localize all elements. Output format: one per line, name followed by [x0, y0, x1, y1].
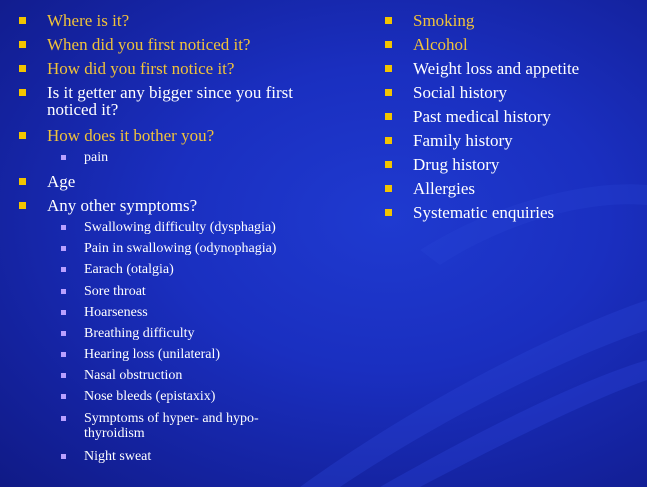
- square-bullet-icon: [61, 310, 66, 315]
- square-bullet-icon: [61, 416, 66, 421]
- square-bullet-icon: [385, 161, 392, 168]
- list-item-label: Drug history: [413, 155, 500, 174]
- list-item-label: Where is it?: [47, 11, 130, 30]
- list-item-smoking: [413, 12, 474, 29]
- list-item-age: [47, 173, 75, 190]
- list-item-alcohol: [413, 36, 468, 53]
- square-bullet-icon: [385, 89, 392, 96]
- square-bullet-icon: [385, 17, 392, 24]
- square-bullet-icon: [61, 225, 66, 230]
- list-item-label: Past medical history: [413, 107, 551, 126]
- square-bullet-icon: [61, 155, 66, 160]
- square-bullet-icon: [61, 394, 66, 399]
- list-item-label: Weight loss and appetite: [413, 59, 580, 78]
- list-item-family-history: [413, 132, 513, 149]
- sub-item-label: pain: [84, 150, 109, 165]
- sub-item-label: Nose bleeds (epistaxix): [84, 389, 216, 404]
- list-item-label-line2: noticed it?: [47, 100, 119, 119]
- sub-item-label: Night sweat: [84, 449, 152, 464]
- sub-item-pain: [84, 150, 108, 165]
- sub-item-label: Sore throat: [84, 284, 146, 299]
- sub-item-thyroid: [84, 411, 259, 426]
- sub-item-label-continued: thyroidism: [84, 426, 145, 441]
- list-item-label: Smoking: [413, 11, 475, 30]
- sub-item-label: Pain in swallowing (odynophagia): [84, 241, 277, 256]
- square-bullet-icon: [61, 246, 66, 251]
- list-item-label: Alcohol: [413, 35, 468, 54]
- list-item-label: Family history: [413, 131, 513, 150]
- square-bullet-icon: [385, 113, 392, 120]
- sub-item-hoarseness: [84, 305, 148, 320]
- sub-item-label: Hoarseness: [84, 305, 148, 320]
- list-item-label: Age: [47, 172, 76, 191]
- square-bullet-icon: [19, 41, 26, 48]
- list-item-label: How did you first notice it?: [47, 59, 235, 78]
- sub-item-nose-bleeds: [84, 389, 215, 404]
- square-bullet-icon: [61, 289, 66, 294]
- list-item-symptoms: [47, 197, 197, 214]
- list-item-bother: [47, 127, 214, 144]
- square-bullet-icon: [61, 331, 66, 336]
- square-bullet-icon: [19, 65, 26, 72]
- square-bullet-icon: [61, 454, 66, 459]
- list-item-label: Allergies: [413, 179, 476, 198]
- sub-item-breathing: [84, 326, 195, 341]
- square-bullet-icon: [19, 202, 26, 209]
- sub-item-dysphagia: [84, 220, 276, 235]
- list-item-bigger-continued: [47, 101, 118, 118]
- square-bullet-icon: [19, 132, 26, 139]
- sub-item-label: Earach (otalgia): [84, 262, 174, 277]
- list-item-label: Any other symptoms?: [47, 196, 198, 215]
- sub-item-nasal-obstruction: [84, 368, 182, 383]
- square-bullet-icon: [385, 185, 392, 192]
- square-bullet-icon: [385, 41, 392, 48]
- sub-item-label: Breathing difficulty: [84, 326, 195, 341]
- square-bullet-icon: [61, 267, 66, 272]
- list-item-systematic-enquiries: [413, 204, 554, 221]
- square-bullet-icon: [385, 65, 392, 72]
- square-bullet-icon: [385, 209, 392, 216]
- list-item-allergies: [413, 180, 475, 197]
- list-item-social-history: [413, 84, 507, 101]
- sub-item-otalgia: [84, 262, 174, 277]
- square-bullet-icon: [19, 178, 26, 185]
- square-bullet-icon: [61, 373, 66, 378]
- list-item-past-medical: [413, 108, 551, 125]
- sub-item-night-sweat: [84, 449, 151, 464]
- list-item-label: When did you first noticed it?: [47, 35, 251, 54]
- sub-item-sore-throat: [84, 284, 146, 299]
- list-item-label: Systematic enquiries: [413, 203, 555, 222]
- sub-item-label: Swallowing difficulty (dysphagia): [84, 220, 276, 235]
- sub-item-thyroid-continued: [84, 426, 145, 441]
- sub-item-label: Symptoms of hyper- and hypo-: [84, 411, 259, 426]
- list-item-where: [47, 12, 129, 29]
- list-item-weight-loss: [413, 60, 579, 77]
- sub-item-label: Nasal obstruction: [84, 368, 183, 383]
- list-item-when: [47, 36, 250, 53]
- square-bullet-icon: [61, 352, 66, 357]
- square-bullet-icon: [385, 137, 392, 144]
- list-item-label: How does it bother you?: [47, 126, 215, 145]
- sub-item-hearing-loss: [84, 347, 220, 362]
- square-bullet-icon: [19, 17, 26, 24]
- list-item-bigger: [47, 84, 293, 101]
- sub-item-label: Hearing loss (unilateral): [84, 347, 221, 362]
- square-bullet-icon: [19, 89, 26, 96]
- list-item-drug-history: [413, 156, 499, 173]
- list-item-label-line1: Is it getter any bigger since you first: [47, 83, 293, 102]
- list-item-how-notice: [47, 60, 234, 77]
- sub-item-odynophagia: [84, 241, 276, 256]
- list-item-label: Social history: [413, 83, 507, 102]
